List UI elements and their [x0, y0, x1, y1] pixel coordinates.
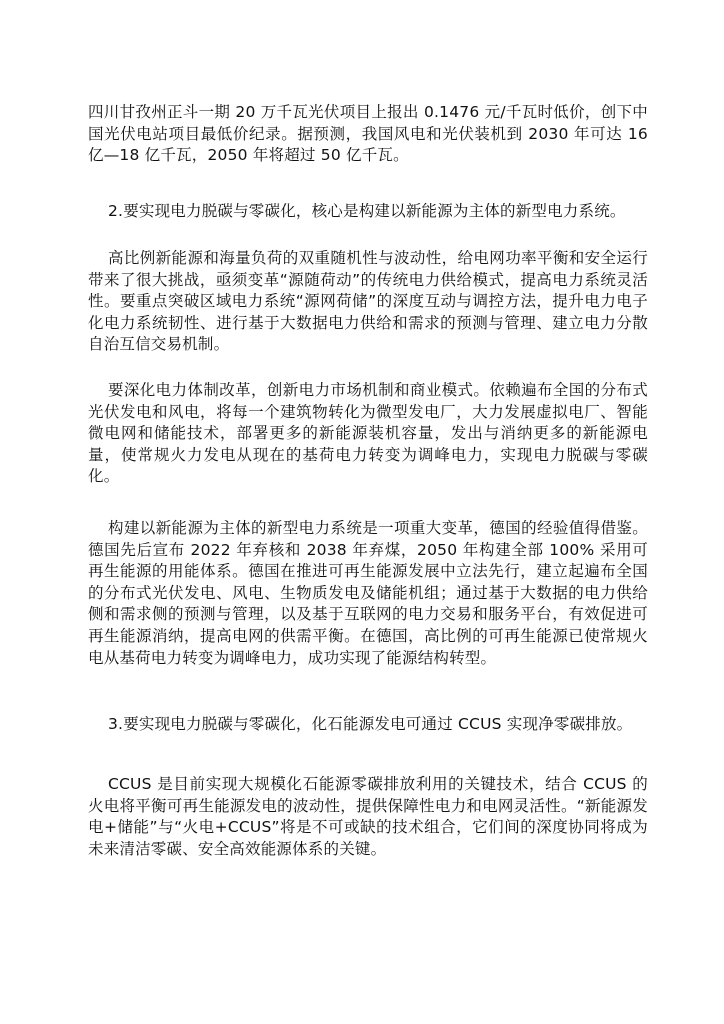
paragraph-grid-flexibility: 高比例新能源和海量负荷的双重随机性与波动性，给电网功率平衡和安全运行带来了很大挑战，亟须变革“源随荷动”的传统电力供给模式，提高电力系统灵活性。要重点突破区域电力系统“源网荷储”的深度互动与调控方法，提升电力电子化电力系统韧性、进行基于大数据电力供给和需求的预测与管理、建立电力分散自治互信交易机制。 [88, 249, 648, 354]
paragraph-market-reform: 要深化电力体制改革，创新电力市场机制和商业模式。依赖遍布全国的分布式光伏发电和风电，将每一个建筑物转化为微型发电厂，大力发展虚拟电厂、智能微电网和储能技术，部署更多的新能源装机容量，发出与消纳更多的新能源电量，使常规火力发电从现在的基荷电力转变为调峰电力，实现电力脱碳与零碳化。 [88, 381, 648, 486]
section-heading-3: 3.要实现电力脱碳与零碳化，化石能源发电可通过 CCUS 实现净零碳排放。 [108, 715, 633, 733]
section-heading-2: 2.要实现电力脱碳与零碳化，核心是构建以新能源为主体的新型电力系统。 [108, 202, 626, 220]
paragraph-germany-experience: 构建以新能源为主体的新型电力系统是一项重大变革，德国的经验值得借鉴。德国先后宣布 2022 年弃核和 2038 年弃煤，2050 年构建全部 100% 采用可再生能源的用能体系。德国在推进可再生能源发展中立法先行，建立起遍布全国的分布式光伏发电、风电、生物质发电及储能机组；通过基于大数据的电力供给侧和需求侧的预测与管理，以及基于互联网的电力交易和服务平台，有效促进可再生能源消纳，提高电网的供需平衡。在德国，高比例的可再生能源已使常规火电从基荷电力转变为调峰电力，成功实现了能源结构转型。 [88, 519, 648, 667]
paragraph-continuation: 四川甘孜州正斗一期 20 万千瓦光伏项目上报出 0.1476 元/千瓦时低价，创下中国光伏电站项目最低价纪录。据预测，我国风电和光伏装机到 2030 年可达 16 亿—18 亿千瓦，2050 年将超过 50 亿千瓦。 [88, 103, 648, 165]
paragraph-ccus: CCUS 是目前实现大规模化石能源零碳排放利用的关键技术，结合 CCUS 的火电将平衡可再生能源发电的波动性，提供保障性电力和电网灵活性。“新能源发电+储能”与“火电+CCUS”将是不可或缺的技术组合，它们间的深度协同将成为未来清洁零碳、安全高效能源体系的关键。 [88, 775, 648, 858]
